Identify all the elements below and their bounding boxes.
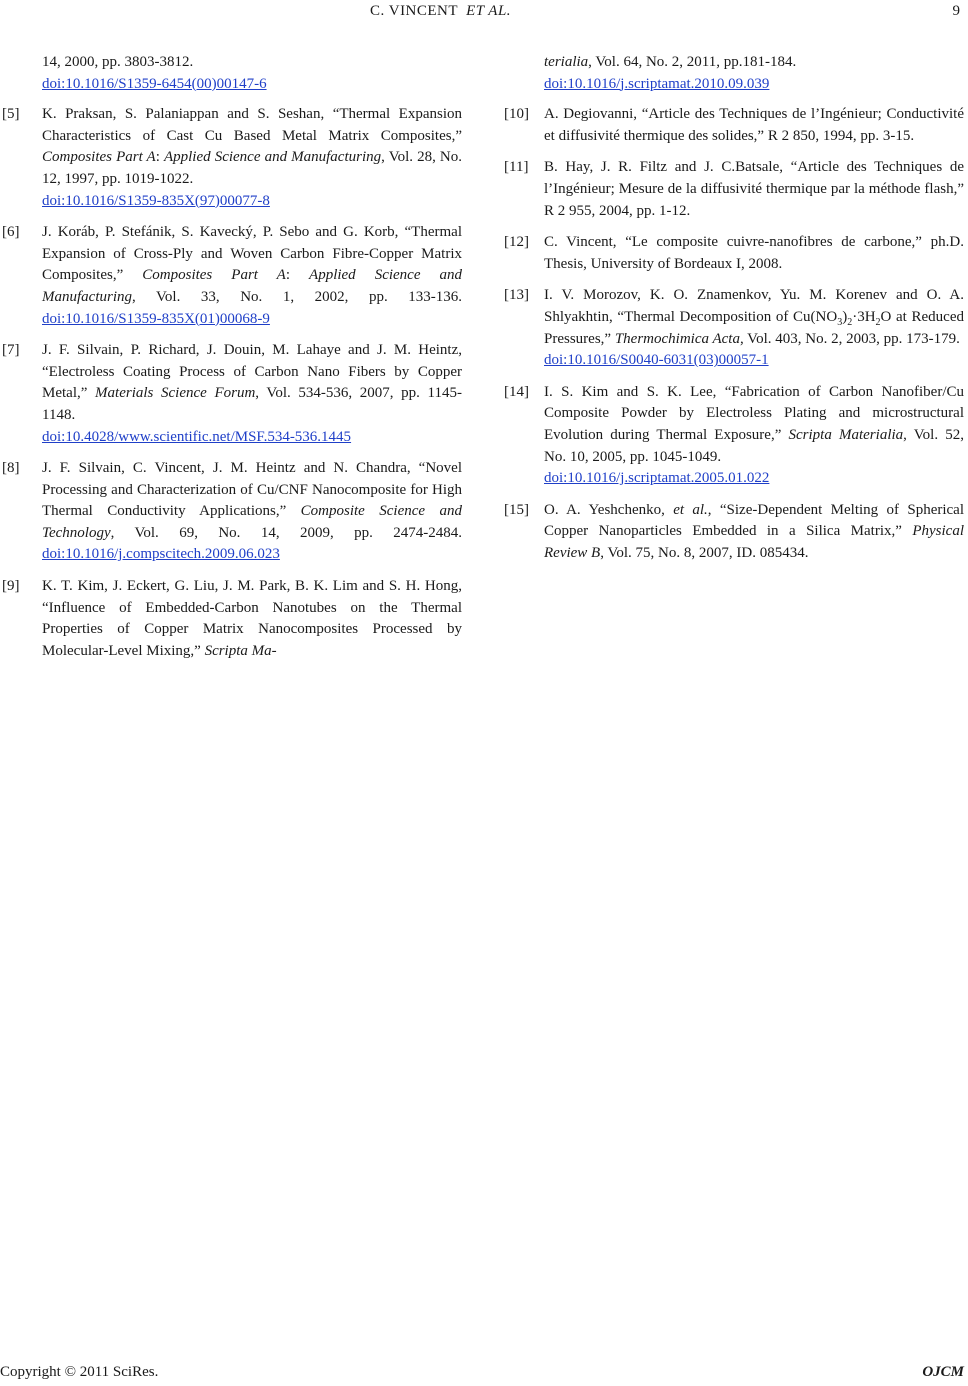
reference-9 — [0, 576, 462, 662]
reference-number: [15] — [504, 501, 529, 518]
page-number: 9 — [952, 3, 960, 19]
reference-text: , Vol. 534-536, 2007, pp. 1145-1148. — [42, 385, 462, 423]
doi-link[interactable]: doi:10.1016/j.compscitech.2009.06.023 — [42, 546, 280, 563]
reference-13 — [502, 285, 964, 371]
reference-number: [10] — [504, 106, 529, 123]
reference-text: ·3H — [852, 308, 876, 325]
subscript: 2 — [875, 316, 881, 328]
reference-text: : — [155, 149, 164, 166]
journal-name: Composites Part A — [42, 149, 156, 166]
reference-text: C. Vincent, “Le composite cuivre-nanofibres de carbone,” ph.D. Thesis, University of Bordeaux I, 2008. — [544, 234, 964, 272]
continuation-text: , Vol. 64, No. 2, 2011, pp.181-184. — [588, 54, 797, 70]
journal-abbreviation: OJCM — [922, 1364, 964, 1380]
reference-number: [12] — [504, 234, 529, 251]
reference-5 — [0, 104, 462, 212]
doi-link[interactable]: doi:10.1016/S1359-835X(01)00068-9 — [42, 310, 270, 327]
reference-number: [9] — [2, 578, 20, 595]
reference-text: , Vol. 52, No. 10, 2005, pp. 1045-1049. — [544, 426, 964, 465]
reference-number: [5] — [2, 106, 20, 123]
reference-15 — [502, 500, 964, 565]
reference-text: A. Degiovanni, “Article des Techniques de l’Ingénieur; Conductivité et diffusivité thermique des solides,” R 2 850, 1994, pp. 3-15. — [544, 106, 964, 144]
running-head-authors: C. VINCENT — [370, 3, 459, 19]
reference-text: B. Hay, J. R. Filtz and J. C.Batsale, “Article des Techniques de l’Ingénieur; Mesure de la diffusivité thermique par la méthode flash,” R 2 955, 2004, pp. 1-12. — [544, 159, 964, 219]
reference-text: , “Size-Dependent Melting of Spherical Copper Nanoparticles Embedded in a Silica Matrix,” — [544, 501, 964, 540]
continuation-text: 14, 2000, pp. 3803-3812. — [42, 54, 194, 70]
reference-number: [14] — [504, 383, 529, 400]
reference-text: J. F. Silvain, C. Vincent, J. M. Heintz and N. Chandra, “Novel Processing and Characterization of Cu/CNF Nanocomposite for High Thermal Conductivity Applications,” — [42, 460, 462, 520]
reference-text: , Vol. 403, No. 2, 2003, pp. 173-179. — [739, 330, 960, 347]
copyright-notice: Copyright © 2011 SciRes. — [0, 1364, 159, 1380]
reference-number: [11] — [504, 159, 529, 176]
reference-text: O. A. Yeshchenko, — [544, 501, 674, 518]
journal-name: Applied Science and Manufacturing — [163, 149, 382, 166]
subscript: 2 — [847, 316, 853, 328]
reference-number: [8] — [2, 460, 20, 477]
reference-text: , Vol. 28, No. 12, 1997, pp. 1019-1022. — [42, 149, 462, 187]
reference-text: ) — [842, 308, 848, 325]
journal-name: Physical Review B — [544, 523, 964, 561]
doi-link[interactable]: doi:10.1016/j.scriptamat.2005.01.022 — [544, 470, 770, 487]
right-column — [502, 52, 964, 574]
reference-7 — [0, 340, 462, 448]
doi-link[interactable]: doi:10.4028/www.scientific.net/MSF.534-536.1445 — [42, 428, 352, 445]
doi-link[interactable]: doi:10.1016/S0040-6031(03)00057-1 — [544, 352, 769, 369]
doi-link[interactable]: doi:10.1016/j.scriptamat.2010.09.039 — [544, 75, 770, 92]
reference-text: , Vol. 33, No. 1, 2002, pp. 133-136. — [132, 288, 462, 305]
running-head — [370, 1, 511, 21]
reference-number: [6] — [2, 224, 20, 241]
reference-6 — [0, 222, 462, 330]
running-head-etal: ET AL. — [466, 3, 512, 19]
journal-name: Scripta Ma- — [204, 642, 277, 659]
reference-text: K. Praksan, S. Palaniappan and S. Seshan, “Thermal Expansion Characteristics of Cast Cu Based Metal Matrix Composites,” — [42, 106, 462, 144]
reference-11 — [502, 157, 964, 222]
reference-text: K. T. Kim, J. Eckert, G. Liu, J. M. Park, B. K. Lim and S. H. Hong, “Influence of Embedded-Carbon Nanotubes on the Thermal Properties of Copper Matrix Nanocomposites Processed by Molecular-Level Mixing,” — [42, 578, 462, 659]
reference-12 — [502, 232, 964, 275]
reference-text: : — [285, 267, 310, 284]
reference-14 — [502, 382, 964, 490]
journal-name: Composite Science and Technology — [42, 503, 462, 541]
doi-link[interactable]: doi:10.1016/S1359-6454(00)00147-6 — [42, 75, 267, 92]
reference-continuation — [0, 52, 462, 95]
left-column — [0, 52, 462, 672]
journal-name: terialia — [544, 54, 589, 70]
journal-name: Scripta Materialia — [788, 426, 904, 443]
reference-text: , Vol. 69, No. 14, 2009, pp. 2474-2484. — [110, 524, 462, 541]
reference-text: I. V. Morozov, K. O. Znamenkov, Yu. M. Korenev and O. A. Shlyakhtin, “Thermal Decomposition of Cu(NO — [544, 287, 964, 325]
reference-continuation — [502, 52, 964, 95]
reference-text: J. F. Silvain, P. Richard, J. Douin, M. Lahaye and J. M. Heintz, “Electroless Coating Process of Carbon Nano Fibers by Copper Metal,” — [42, 342, 462, 402]
journal-name: Materials Science Forum — [95, 385, 256, 402]
journal-name: Composites Part A — [142, 267, 286, 284]
reference-10 — [502, 104, 964, 147]
journal-name: Thermochimica Acta — [614, 330, 740, 347]
doi-link[interactable]: doi:10.1016/S1359-835X(97)00077-8 — [42, 192, 270, 209]
page-footer — [0, 1364, 968, 1386]
subscript: 3 — [837, 316, 843, 328]
journal-name: Applied Science and Manufacturing — [42, 267, 462, 305]
page-header — [0, 0, 968, 22]
reference-text: O at Reduced Pressures,” — [544, 308, 964, 347]
reference-number: [13] — [504, 287, 529, 304]
reference-8 — [0, 458, 462, 566]
reference-text: I. S. Kim and S. K. Lee, “Fabrication of Carbon Nanofiber/Cu Composite Powder by Electroless Plating and microstructural Evolution during Thermal Exposure,” — [544, 383, 964, 443]
reference-text: J. Koráb, P. Stefánik, S. Kavecký, P. Sebo and G. Korb, “Thermal Expansion of Cross-Ply and Woven Carbon Fibre-Copper Matrix Composites,” — [42, 224, 462, 284]
et-al: et al. — [673, 501, 708, 518]
reference-text: , Vol. 75, No. 8, 2007, ID. 085434. — [600, 544, 809, 561]
reference-number: [7] — [2, 342, 20, 359]
